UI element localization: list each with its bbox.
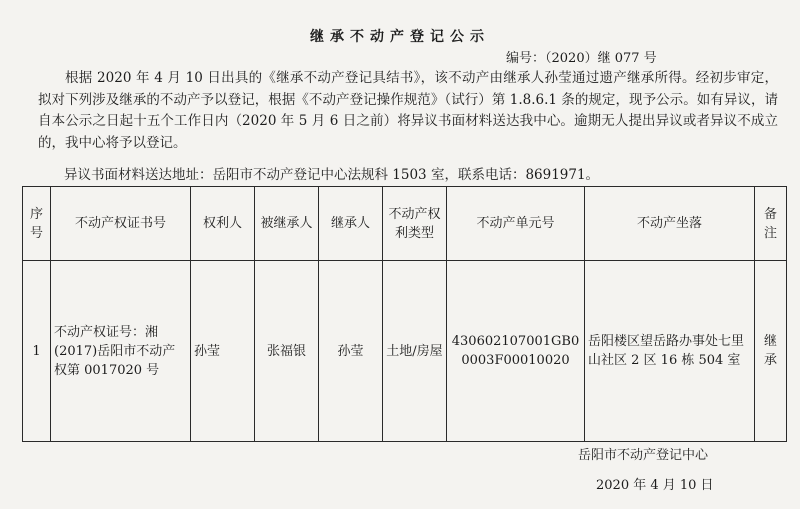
notice-paragraph: 根据 2020 年 4 月 10 日出具的《继承不动产登记具结书》，该不动产由继承人孙莹通过遗产继承所得。经初步审定，拟对下列涉及继承的不动产予以登记，根据《不动产登记操作规范》（试行）第 1.8.6.1 条的规定，现予公示。如有异议，请自本公示之日起十五个工作日内（2020 年 5 月 6 日之前）将异议书面材料送达我中心。逾期无人提出异议或者异议不成立的，我中心将予以登记。 [38,70,778,151]
cell-unit-no: 430602107001GB00003F00010020 [447,261,585,442]
issue-date: 2020 年 4 月 10 日 [596,478,714,493]
cell-heir: 孙莹 [319,261,383,442]
header-unit-no: 不动产单元号 [447,187,585,261]
header-heir: 继承人 [319,187,383,261]
issuing-organization: 岳阳市不动产登记中心 [578,448,709,463]
cell-remarks: 继承 [755,261,787,442]
header-right-type: 不动产权利类型 [383,187,447,261]
notice-title: 继承不动产登记公示 [310,29,490,45]
header-owner: 权利人 [191,187,255,261]
document-number: 编号：（2020）继 077 号 [506,51,657,66]
cell-owner: 孙莹 [191,261,255,442]
table-header-row [23,187,787,261]
table-row [23,261,787,442]
cell-deceased: 张福银 [255,261,319,442]
cell-cert: 不动产权证号：湘(2017)岳阳市不动产权第 0017020 号 [51,261,191,442]
header-deceased: 被继承人 [255,187,319,261]
cell-location: 岳阳楼区望岳路办事处七里山社区 2 区 16 栋 504 室 [585,261,755,442]
header-remarks: 备注 [755,187,787,261]
cell-right-type: 土地/房屋 [383,261,447,442]
registration-table [22,186,787,442]
header-cert: 不动产权证书号 [51,187,191,261]
header-location: 不动产坐落 [585,187,755,261]
objection-address: 异议书面材料送达地址：岳阳市不动产登记中心法规科 1503 室，联系电话：8691971。 [64,167,600,183]
notice-body [38,68,778,154]
cell-seq: 1 [23,261,51,442]
header-seq: 序号 [23,187,51,261]
